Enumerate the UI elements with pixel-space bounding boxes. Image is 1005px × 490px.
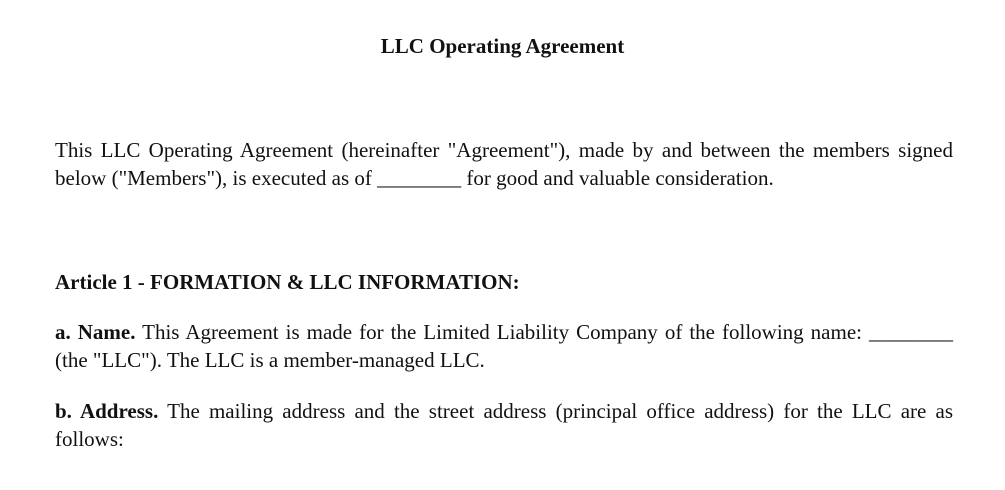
- address-clause: [55, 397, 953, 453]
- article-1-heading: Article 1 - FORMATION & LLC INFORMATION:: [55, 270, 520, 294]
- document-title: LLC Operating Agreement: [380, 34, 625, 58]
- name-clause-text-end: (the "LLC"). The LLC is a member-managed LLC.: [55, 348, 485, 372]
- intro-paragraph: [55, 136, 953, 192]
- intro-text-end: for good and valuable consideration.: [461, 166, 774, 190]
- llc-name-blank: ________: [869, 320, 953, 344]
- address-clause-text: The mailing address and the street address (principal office address) for the LLC are as follows:: [55, 399, 953, 451]
- name-clause-label: a. Name.: [55, 320, 136, 344]
- intro-text-start: This LLC Operating Agreement (hereinafter "Agreement"), made by and between the members signed below ("Members"), is executed as of: [55, 138, 953, 190]
- address-clause-label: b. Address.: [55, 399, 159, 423]
- name-clause-text-start: This Agreement is made for the Limited Liability Company of the following name:: [135, 320, 869, 344]
- name-clause: [55, 318, 953, 374]
- execution-date-blank: ________: [377, 166, 462, 190]
